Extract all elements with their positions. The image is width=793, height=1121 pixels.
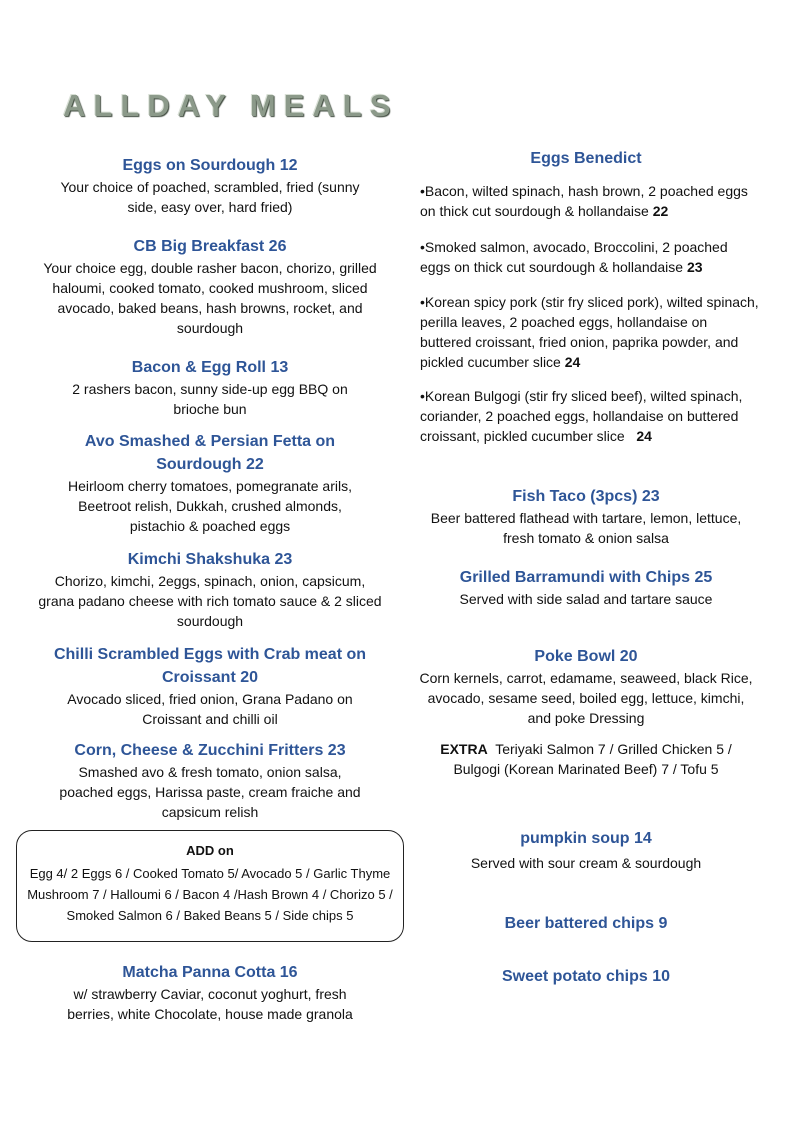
item-desc: Your choice egg, double rasher bacon, chorizo, grilled haloumi, cooked tomato, cooked mushroom, sliced avocado, baked beans, hash browns, rocket, and sourdough: [43, 260, 377, 336]
menu-item: [20, 235, 400, 338]
item-desc: w/ strawberry Caviar, coconut yoghurt, fresh berries, white Chocolate, house made granola: [67, 986, 353, 1022]
page-title: ALLDAY MEALS: [63, 88, 399, 123]
menu-item: [416, 645, 756, 728]
menu-item: [20, 548, 400, 631]
benedict-option: [420, 292, 760, 372]
item-name: Eggs on Sourdough 12: [122, 157, 298, 174]
item-name: Corn, Cheese & Zucchini Fritters 23: [74, 742, 346, 759]
extra-text: Teriyaki Salmon 7 / Grilled Chicken 5 / Bulgogi (Korean Marinated Beef) 7 / Tofu 5: [453, 741, 732, 777]
item-desc: Avocado sliced, fried onion, Grana Padano on Croissant and chilli oil: [67, 691, 353, 727]
benedict-heading-wrap: [416, 147, 756, 170]
item-name: CB Big Breakfast 26: [133, 238, 287, 255]
menu-item-dessert: [20, 961, 400, 1024]
menu-item: [416, 485, 756, 548]
menu-item: [416, 566, 756, 609]
item-name: Kimchi Shakshuka 23: [127, 551, 293, 568]
item-name: Eggs Benedict: [530, 150, 642, 167]
item-desc: Smashed avo & fresh tomato, onion salsa, poached eggs, Harissa paste, cream fraiche and capsicum relish: [59, 764, 361, 820]
option-price: 23: [686, 259, 703, 275]
option-price: 22: [652, 203, 669, 219]
item-name: Poke Bowl 20: [534, 648, 638, 665]
item-desc: Your choice of poached, scrambled, fried (sunny side, easy over, hard fried): [60, 179, 360, 215]
extras: [416, 739, 756, 779]
item-name: Chilli Scrambled Eggs with Crab meat on Croissant 20: [53, 646, 367, 686]
extra-label: EXTRA: [440, 741, 488, 757]
item-name: pumpkin soup 14: [520, 830, 652, 847]
item-name: Sweet potato chips 10: [501, 968, 671, 985]
option-price: 24: [636, 428, 652, 444]
side-item: [416, 965, 756, 988]
item-name: Beer battered chips 9: [504, 915, 668, 932]
item-name: Matcha Panna Cotta 16: [122, 964, 298, 981]
menu-item: [20, 643, 400, 729]
item-desc: 2 rashers bacon, sunny side-up egg BBQ on brioche bun: [72, 381, 348, 417]
item-name: Avo Smashed & Persian Fetta on Sourdough 22: [84, 433, 336, 473]
item-desc: Served with sour cream & sourdough: [470, 855, 702, 871]
add-on-box: [16, 830, 404, 942]
menu-item: [20, 154, 400, 217]
menu-item: [20, 430, 400, 536]
item-name: Grilled Barramundi with Chips 25: [459, 569, 713, 586]
menu-item: [416, 827, 756, 873]
side-item: [416, 912, 756, 935]
item-name: Fish Taco (3pcs) 23: [512, 488, 660, 505]
item-desc: Chorizo, kimchi, 2eggs, spinach, onion, capsicum, grana padano cheese with rich tomato sauce & 2 sliced sourdough: [38, 573, 382, 629]
add-on-heading: ADD on: [186, 843, 234, 858]
option-text: •Korean spicy pork (stir fry sliced pork), wilted spinach, perilla leaves, 2 poached eggs, hollandaise on buttered croissant, fried onion, paprika powder, and pickled cucumber slice: [420, 294, 759, 370]
benedict-option: [420, 386, 760, 446]
item-desc: Heirloom cherry tomatoes, pomegranate arils, Beetroot relish, Dukkah, crushed almonds, pistachio & poached eggs: [67, 478, 352, 534]
benedict-option: [420, 237, 760, 277]
benedict-option: [420, 181, 760, 221]
add-on-list: Egg 4/ 2 Eggs 6 / Cooked Tomato 5/ Avocado 5 / Garlic Thyme Mushroom 7 / Halloumi 6 / Bacon 4 /Hash Brown 4 / Chorizo 5 / Smoked Salmon 6 / Baked Beans 5 / Side chips 5: [27, 866, 393, 923]
option-price: 24: [564, 354, 581, 370]
option-text: •Korean Bulgogi (stir fry sliced beef), wilted spinach, coriander, 2 poached eggs, hollandaise on buttered croissant, pickled cucumber slice: [420, 388, 743, 444]
menu-item: [20, 356, 400, 419]
option-text: •Bacon, wilted spinach, hash brown, 2 poached eggs on thick cut sourdough & hollandaise: [420, 183, 748, 219]
item-desc: Served with side salad and tartare sauce: [459, 591, 713, 607]
item-name: Bacon & Egg Roll 13: [131, 359, 289, 376]
item-desc: Beer battered flathead with tartare, lemon, lettuce, fresh tomato & onion salsa: [430, 510, 742, 546]
menu-item: [20, 739, 400, 822]
item-desc: Corn kernels, carrot, edamame, seaweed, black Rice, avocado, sesame seed, boiled egg, lettuce, kimchi, and poke Dressing: [419, 670, 753, 726]
option-text: •Smoked salmon, avocado, Broccolini, 2 poached eggs on thick cut sourdough & hollandaise: [420, 239, 728, 275]
